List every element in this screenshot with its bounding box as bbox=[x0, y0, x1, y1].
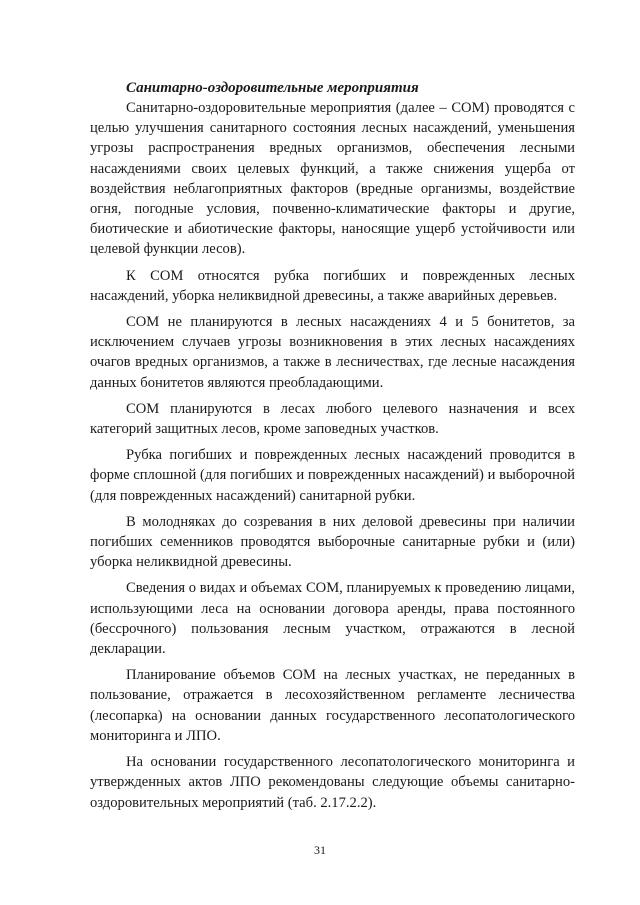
paragraph-8: Планирование объемов СОМ на лесных участках, не переданных в пользование, отражается в лесохозяйственном регламенте лесничества (лесопарка) на основании данных государственного лесопатологического мониторинга и ЛПО. bbox=[90, 667, 575, 744]
document-body bbox=[90, 78, 575, 819]
paragraph-7: Сведения о видах и объемах СОМ, планируемых к проведению лицами, использующими леса на основании договора аренды, права постоянного (бессрочного) пользования лесным участком, отражаются в лесной декларации. bbox=[90, 580, 575, 658]
paragraph-3: СОМ не планируются в лесных насаждениях 4 и 5 бонитетов, за исключением случаев угрозы возникновения в этих лесных насаждениях очагов вредных организмов, а также в лесничествах, где лесные насаждения данных бонитетов являются преобладающими. bbox=[90, 314, 575, 391]
paragraph-2: К СОМ относятся рубка погибших и поврежденных лесных насаждений, уборка неликвидной древесины, а также аварийных деревьев. bbox=[90, 267, 575, 304]
section-heading: Санитарно-оздоровительные мероприятия bbox=[126, 80, 419, 96]
paragraph-1: Санитарно-оздоровительные мероприятия (далее – СОМ) проводятся с целью улучшения санитарного состояния лесных насаждений, уменьшения угрозы распространения вредных организмов, обеспечения лесными насаждениями своих целевых функций, а также снижения ущерба от воздействия неблагоприятных факторов (вредные организмы, воздействие огня, погодные условия, почвенно-климатические факторы и другие, биотические и абиотические факторы, наносящие ущерб устойчивости или целевой функции лесов). bbox=[90, 100, 575, 258]
paragraph-9: На основании государственного лесопатологического мониторинга и утвержденных актов ЛПО рекомендованы следующие объемы санитарно-оздоровительных мероприятий (таб. 2.17.2.2). bbox=[90, 754, 575, 811]
paragraph-6: В молодняках до созревания в них деловой древесины при наличии погибших семенников проводятся выборочные санитарные рубки и (или) уборка неликвидной древесины. bbox=[90, 513, 575, 571]
page-number: 31 bbox=[314, 843, 326, 857]
paragraph-5: Рубка погибших и поврежденных лесных насаждений проводится в форме сплошной (для погибших и поврежденных насаждений) и выборочной (для поврежденных насаждений) санитарной рубки. bbox=[90, 447, 575, 504]
paragraph-4: СОМ планируются в лесах любого целевого назначения и всех категорий защитных лесов, кроме заповедных участков. bbox=[90, 400, 575, 438]
